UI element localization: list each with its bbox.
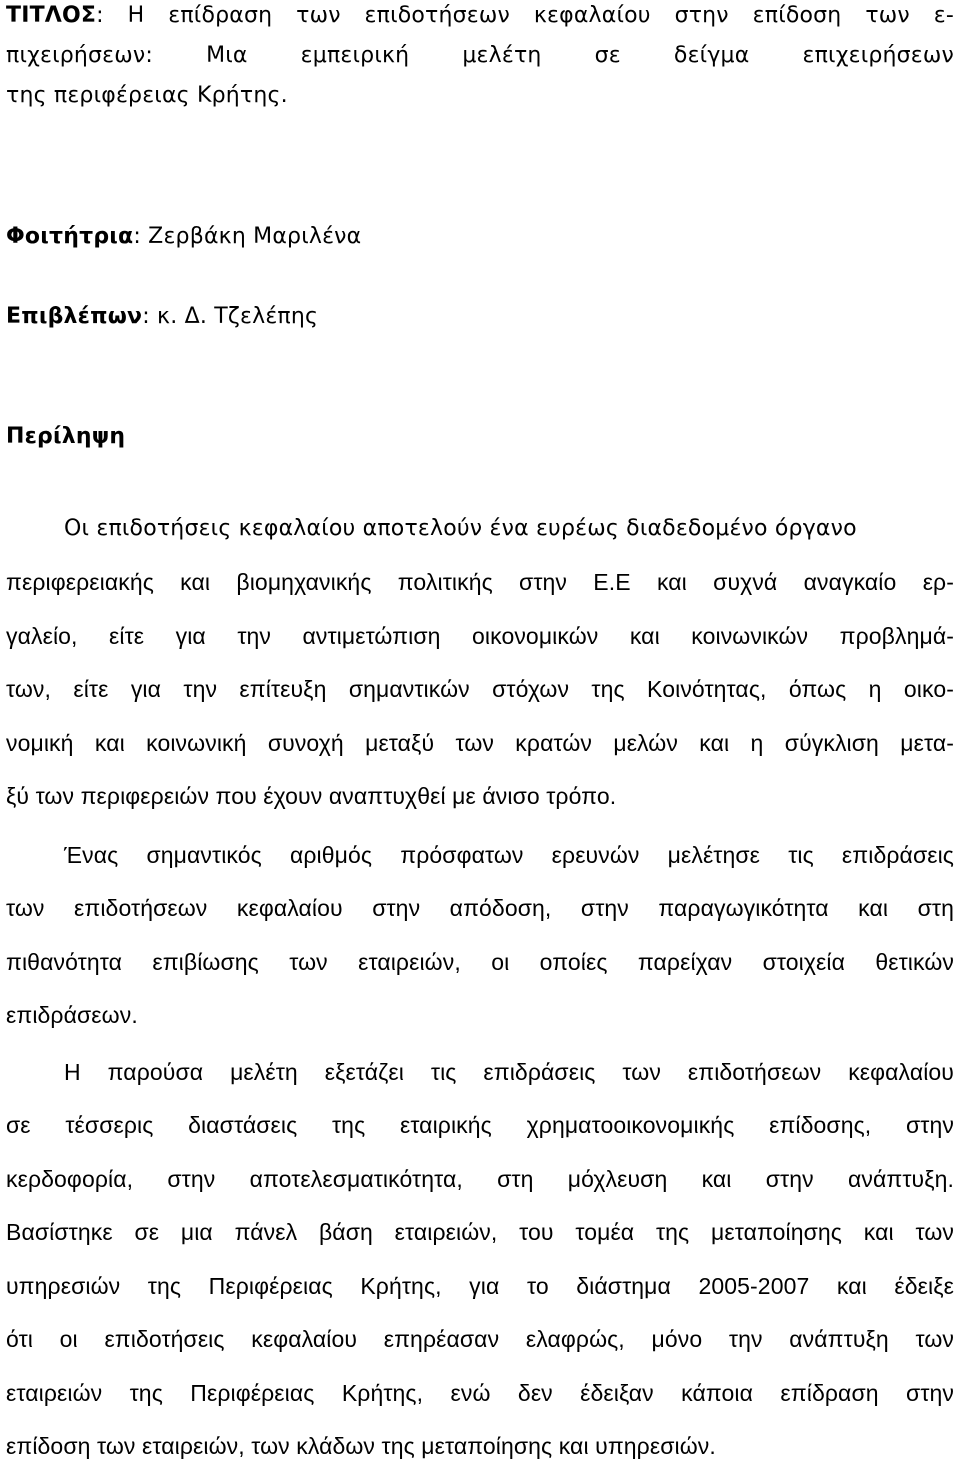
abstract-line: των επιδοτήσεων κεφαλαίου στην απόδοση, στην παραγωγικότητα και στη <box>6 895 954 921</box>
student-label: Φοιτήτρια <box>6 224 134 249</box>
title-line-2: πιχειρήσεων: Μια εμπειρική μελέτη σε δείγμα επιχειρήσεων <box>6 43 954 68</box>
abstract-line: υπηρεσιών της Περιφέρειας Κρήτης, για το διάστημα 2005-2007 και έδειξε <box>6 1273 954 1299</box>
abstract-line: εταιρειών της Περιφέρειας Κρήτης, ενώ δεν έδειξαν κάποια επίδραση στην <box>6 1380 954 1406</box>
abstract-heading: Περίληψη <box>6 424 126 449</box>
abstract-line: πιθανότητα επιβίωσης των εταιρειών, οι οποίες παρείχαν στοιχεία θετικών <box>6 949 954 975</box>
abstract-line: Οι επιδοτήσεις κεφαλαίου αποτελούν ένα ευρέως διαδεδομένο όργανο <box>64 516 857 541</box>
student-value: : Ζερβάκη Μαριλένα <box>133 224 362 249</box>
abstract-line: επίδοση των εταιρειών, των κλάδων της μεταποίησης και υπηρεσιών. <box>6 1433 716 1459</box>
supervisor-value: : κ. Δ. Τζελέπης <box>142 304 319 329</box>
student-line <box>6 222 361 252</box>
abstract-line: Βασίστηκε σε μια πάνελ βάση εταιρειών, του τομέα της μεταποίησης και των <box>6 1219 954 1245</box>
abstract-line: γαλείο, είτε για την αντιμετώπιση οικονομικών και κοινωνικών προβλημά- <box>6 623 954 649</box>
abstract-line: κερδοφορία, στην αποτελεσματικότητα, στη μόχλευση και στην ανάπτυξη. <box>6 1166 954 1192</box>
abstract-line: νομική και κοινωνική συνοχή μεταξύ των κρατών μελών και η σύγκλιση μετα- <box>6 730 954 756</box>
supervisor-line <box>6 302 318 332</box>
abstract-line: σε τέσσερις διαστάσεις της εταιρικής χρηματοοικονομικής επίδοσης, στην <box>6 1112 954 1138</box>
abstract-line: ξύ των περιφερειών που έχουν αναπτυχθεί με άνισο τρόπο. <box>6 783 617 809</box>
title-line-1 <box>6 1 954 31</box>
title-line-3: της περιφέρειας Κρήτης. <box>6 83 288 108</box>
abstract-line: επιδράσεων. <box>6 1002 138 1028</box>
abstract-line: περιφερειακής και βιομηχανικής πολιτικής στην Ε.Ε και συχνά αναγκαίο ερ- <box>6 569 954 595</box>
abstract-line: Ένας σημαντικός αριθμός πρόσφατων ερευνών μελέτησε τις επιδράσεις <box>64 842 954 868</box>
supervisor-label: Επιβλέπων <box>6 304 143 329</box>
title-text-1: : Η επίδραση των επιδοτήσεων κεφαλαίου στην επίδοση των ε- <box>96 3 954 28</box>
abstract-line: των, είτε για την επίτευξη σημαντικών στόχων της Κοινότητας, όπως η οικο- <box>6 676 954 702</box>
title-label: ΤΙΤΛΟΣ <box>6 3 97 28</box>
abstract-line: ότι οι επιδοτήσεις κεφαλαίου επηρέασαν ελαφρώς, μόνο την ανάπτυξη των <box>6 1326 954 1352</box>
abstract-line: Η παρούσα μελέτη εξετάζει τις επιδράσεις των επιδοτήσεων κεφαλαίου <box>64 1059 954 1085</box>
